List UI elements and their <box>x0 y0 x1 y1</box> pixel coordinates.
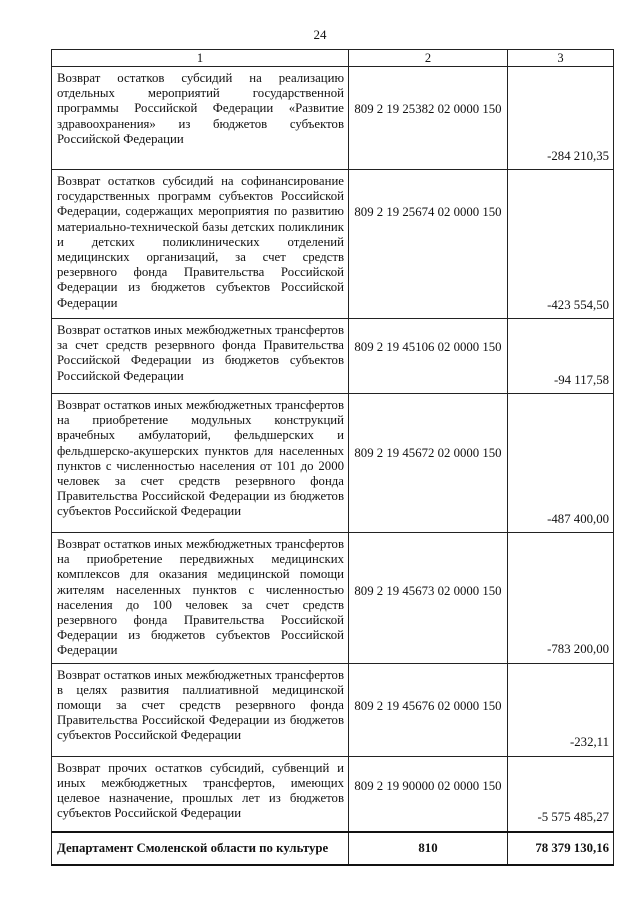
table-row <box>52 533 614 664</box>
table-row <box>52 663 614 756</box>
total-code-cell <box>349 832 508 865</box>
table-row <box>52 67 614 170</box>
row-description: Возврат остатков субсидий на софинансирование государственных программ субъектов Российской Федерации, содержащих мероприятия по развитию материально-технической базы детских поликлиник и детских поликлинических отделений медицинских организаций, за счет средств резервного фонда Правительства Российской Федерации из бюджетов субъектов Российской Федерации <box>52 170 349 319</box>
row-description: Возврат остатков иных межбюджетных трансфертов на приобретение модульных конструкций врачебных амбулаторий, фельдшерских и фельдшерско-акушерских пунктов для населенных пунктов с численностью населения от 101 до 2000 человек за счет средств резервного фонда Правительства Российской Федерации из бюджетов субъектов Российской Федерации <box>52 394 349 533</box>
row-code-cell <box>349 67 508 170</box>
row-amount: -94 117,58 <box>508 319 614 394</box>
table-row <box>52 170 614 319</box>
row-code-cell <box>349 533 508 664</box>
row-amount: -423 554,50 <box>508 170 614 319</box>
row-code: 809 2 19 45672 02 0000 150 <box>354 446 502 460</box>
row-amount: -783 200,00 <box>508 533 614 664</box>
table-row <box>52 394 614 533</box>
table-row <box>52 319 614 394</box>
total-row <box>52 832 614 865</box>
column-header-2: 2 <box>349 50 508 67</box>
column-header-1: 1 <box>52 50 349 67</box>
row-code: 809 2 19 25382 02 0000 150 <box>354 102 502 116</box>
row-amount: -5 575 485,27 <box>508 756 614 832</box>
row-amount: -284 210,35 <box>508 67 614 170</box>
row-description: Возврат прочих остатков субсидий, субвенций и иных межбюджетных трансфертов, имеющих целевое назначение, прошлых лет из бюджетов субъектов Российской Федерации <box>52 756 349 832</box>
row-amount: -232,11 <box>508 663 614 756</box>
column-header-3: 3 <box>508 50 614 67</box>
row-code-cell <box>349 319 508 394</box>
total-code: 810 <box>418 840 438 855</box>
row-code-cell <box>349 663 508 756</box>
row-code-cell <box>349 394 508 533</box>
total-amount: 78 379 130,16 <box>508 832 614 865</box>
row-amount: -487 400,00 <box>508 394 614 533</box>
row-code: 809 2 19 45673 02 0000 150 <box>354 584 502 598</box>
row-code: 809 2 19 45106 02 0000 150 <box>354 340 502 354</box>
row-code: 809 2 19 90000 02 0000 150 <box>354 778 502 793</box>
row-description: Возврат остатков иных межбюджетных трансфертов в целях развития паллиативной медицинской помощи за счет средств резервного фонда Правительства Российской Федерации из бюджетов субъектов Российской Федерации <box>52 663 349 756</box>
row-description: Возврат остатков иных межбюджетных трансфертов за счет средств резервного фонда Правительства Российской Федерации из бюджетов субъектов Российской Федерации <box>52 319 349 394</box>
row-code: 809 2 19 25674 02 0000 150 <box>354 205 502 219</box>
total-description: Департамент Смоленской области по культуре <box>52 832 349 865</box>
row-description: Возврат остатков иных межбюджетных трансфертов на приобретение передвижных медицинских комплексов для оказания медицинской помощи жителям населенных пунктов с численностью населения до 100 человек за счет средств резервного фонда Правительства Российской Федерации из бюджетов субъектов Российской Федерации <box>52 533 349 664</box>
row-code-cell <box>349 756 508 832</box>
row-description: Возврат остатков субсидий на реализацию отдельных мероприятий государственной программы Российской Федерации «Развитие здравоохранения» из бюджетов субъектов Российской Федерации <box>52 67 349 170</box>
page-number: 24 <box>313 27 327 42</box>
row-code: 809 2 19 45676 02 0000 150 <box>354 698 502 713</box>
budget-table <box>51 49 614 866</box>
table-row <box>52 756 614 832</box>
row-code-cell <box>349 170 508 319</box>
table-header-row <box>52 50 614 67</box>
